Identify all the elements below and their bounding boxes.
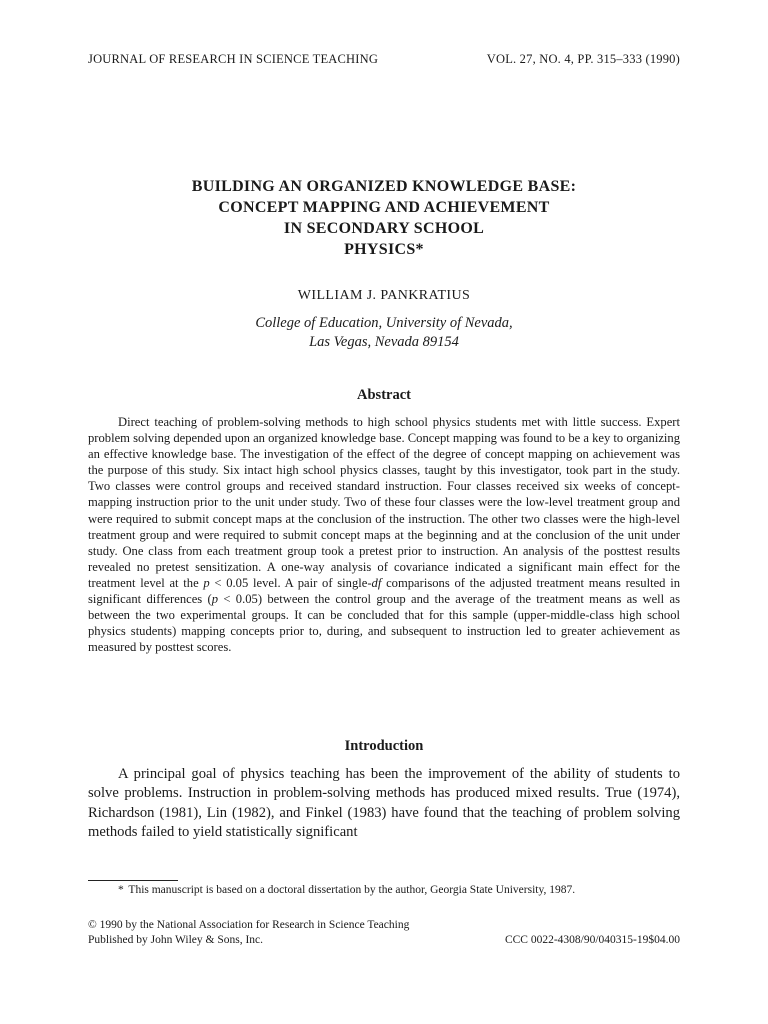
- title-line-4: PHYSICS*: [344, 241, 424, 258]
- introduction-text: A principal goal of physics teaching has been the improvement of the ability of students to solve problems. Instruction in problem-solving methods has produced mixed results. True (1974), Richardson (1981), Lin (1982), and Finkel (1983) have found that the teaching of problem solving methods failed to yield statistically significant: [88, 766, 680, 841]
- abstract-df-symbol: df: [371, 575, 382, 590]
- running-header: [88, 52, 680, 67]
- publisher-line: Published by John Wiley & Sons, Inc.: [88, 934, 264, 946]
- footnote-text: This manuscript is based on a doctoral dissertation by the author, Georgia State University, 1987.: [128, 884, 576, 896]
- title-line-1: BUILDING AN ORGANIZED KNOWLEDGE BASE:: [191, 178, 577, 195]
- copyright-line: © 1990 by the National Association for Research in Science Teaching: [88, 919, 410, 931]
- author-name: WILLIAM J. PANKRATIUS: [297, 288, 471, 303]
- author-affiliation: [0, 314, 768, 352]
- title-line-2: CONCEPT MAPPING AND ACHIEVEMENT: [218, 199, 550, 216]
- affiliation-line-1: College of Education, University of Nevada,: [255, 315, 513, 331]
- journal-name: JOURNAL OF RESEARCH IN SCIENCE TEACHING: [88, 52, 379, 66]
- publisher-row: [88, 933, 680, 948]
- copyright-block: [88, 918, 680, 948]
- volume-info: VOL. 27, NO. 4, PP. 315–333 (1990): [486, 52, 680, 66]
- abstract-part-2: < 0.05 level. A pair of single-: [209, 575, 372, 590]
- abstract-heading: Abstract: [357, 387, 411, 403]
- abstract-p-symbol-1: p: [203, 575, 210, 590]
- affiliation-line-2: Las Vegas, Nevada 89154: [309, 334, 459, 350]
- footnote-mark: *: [118, 884, 124, 896]
- abstract-p-symbol-2: p: [211, 592, 219, 607]
- abstract-text: [88, 414, 680, 655]
- abstract-part-3: comparisons of the adjusted treatment means resulted in significant differences (: [88, 575, 680, 607]
- title-line-3: IN SECONDARY SCHOOL: [283, 220, 485, 237]
- abstract-part-4: < 0.05) between the control group and the average of the treatment means as well as between the two experimental groups. It can be concluded that for this sample (upper-middle-class high school physics students) mapping concepts prior to, during, and subsequent to instruction led to greater achievement as measured by posttest scores.: [88, 592, 680, 655]
- footnote-divider: [88, 880, 178, 881]
- ccc-code: CCC 0022-4308/90/040315-19$04.00: [504, 934, 680, 946]
- footnote: [88, 884, 680, 896]
- abstract-part-1: Direct teaching of problem-solving methods to high school physics students met with little success. Expert problem solving depended upon an organized knowledge base. Concept mapping was found to be a key to organizing an effective knowledge base. The investigation of the effect of the degree of concept mapping on achievement was the purpose of this study. Six intact high school physics classes, taught by this investigator, took part in the study. Two classes were control groups and received standard instruction. Four classes received six weeks of concept-mapping instruction prior to the unit under study. Two of these four classes were the low-level treatment group and were required to submit concept maps at the conclusion of the instruction. The other two classes were the high-level treatment group and were required to submit concept maps at the beginning and at the conclusion of the unit under study. One class from each treatment group took a pretest prior to instruction. An analysis of the posttest results revealed no pretest sensitization. A one-way analysis of covariance indicated a significant main effect for the treatment level at the: [88, 415, 680, 590]
- article-title: [0, 176, 768, 260]
- introduction-heading: Introduction: [344, 738, 424, 754]
